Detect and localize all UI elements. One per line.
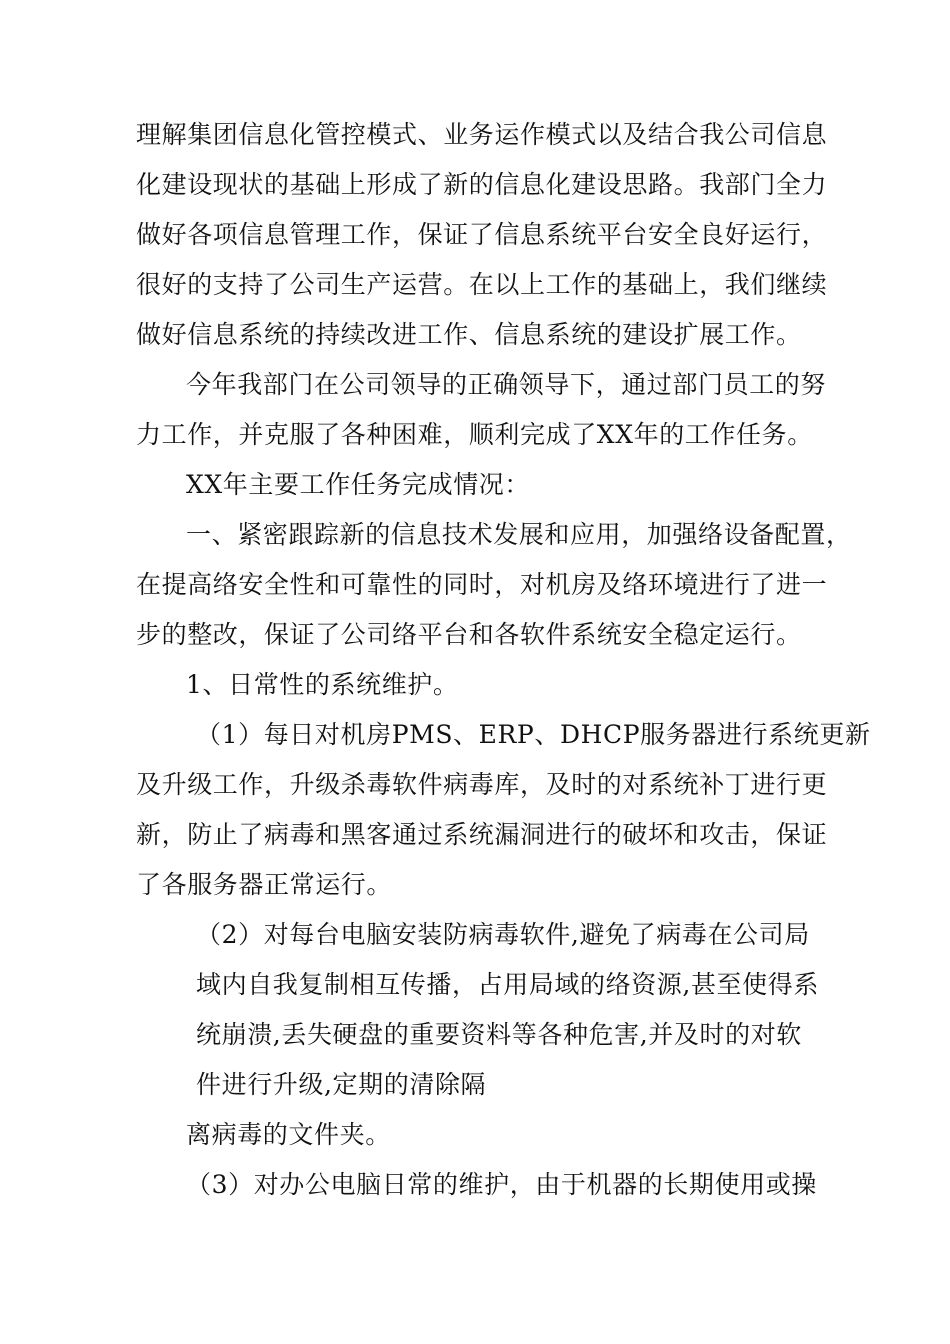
text-line: 离病毒的文件夹。 — [186, 1120, 391, 1149]
section-heading: XX年主要工作任务完成情况： — [186, 470, 530, 499]
text-line: 力工作，并克服了各种困难，顺利完成了XX年的工作任务。 — [136, 420, 813, 449]
text-line: 化建设现状的基础上形成了新的信息化建设思路。我部门全力 — [136, 170, 828, 199]
text-line: （1）每日对机房PMS、ERP、DHCP服务器进行系统更新 — [196, 720, 871, 749]
text-line: 域内自我复制相互传播，占用局域的络资源,甚至使得系 — [196, 970, 819, 999]
text-line: 很好的支持了公司生产运营。在以上工作的基础上，我们继续 — [136, 270, 828, 299]
text-line: 在提高络安全性和可靠性的同时，对机房及络环境进行了进一 — [136, 570, 828, 599]
text-line: 件进行升级,定期的清除隔 — [196, 1070, 487, 1099]
text-line: （2）对每台电脑安装防病毒软件,避免了病毒在公司局 — [196, 920, 810, 949]
text-line: 做好信息系统的持续改进工作、信息系统的建设扩展工作。 — [136, 320, 802, 349]
text-line: 新，防止了病毒和黑客通过系统漏洞进行的破坏和攻击，保证 — [136, 820, 828, 849]
text-line: 做好各项信息管理工作，保证了信息系统平台安全良好运行， — [136, 220, 828, 249]
subsection-heading: 1、日常性的系统维护。 — [186, 670, 459, 699]
text-line: 步的整改，保证了公司络平台和各软件系统安全稳定运行。 — [136, 620, 802, 649]
text-line: （3）对办公电脑日常的维护，由于机器的长期使用或操 — [186, 1170, 817, 1199]
text-line: 一、紧密跟踪新的信息技术发展和应用，加强络设备配置， — [186, 520, 852, 549]
text-line: 理解集团信息化管控模式、业务运作模式以及结合我公司信息 — [136, 120, 828, 149]
text-line: 今年我部门在公司领导的正确领导下，通过部门员工的努 — [186, 370, 827, 399]
text-line: 及升级工作，升级杀毒软件病毒库，及时的对系统补丁进行更 — [136, 770, 828, 799]
text-line: 了各服务器正常运行。 — [136, 870, 393, 899]
text-line: 统崩溃,丢失硬盘的重要资料等各种危害,并及时的对软 — [196, 1020, 802, 1049]
